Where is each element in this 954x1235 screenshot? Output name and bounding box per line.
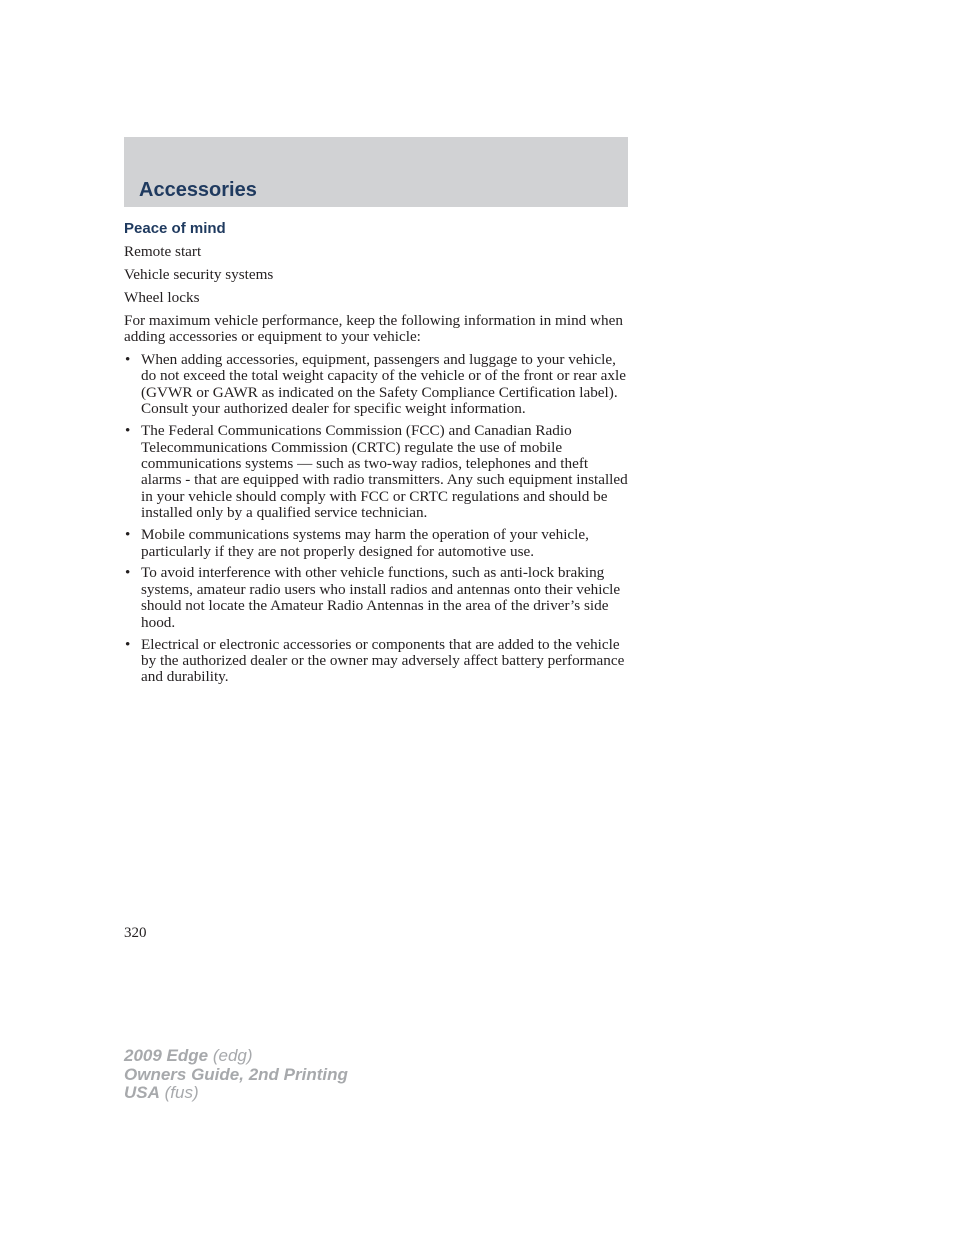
- bullet-item: • Electrical or electronic accessories or components that are added to the vehicle by the authorized dealer or the owner may adversely affect battery performance and durability.: [124, 637, 630, 686]
- footer-line-model: [124, 1047, 348, 1066]
- page-number: 320: [124, 925, 147, 941]
- section-title: Accessories: [139, 179, 257, 201]
- subheading: Peace of mind: [124, 220, 226, 237]
- intro-paragraph: For maximum vehicle performance, keep the following information in mind when adding accessories or equipment to your vehicle:: [124, 311, 623, 346]
- feature-line: Vehicle security systems: [124, 265, 274, 283]
- footer-market: USA: [124, 1083, 160, 1102]
- document-footer: [124, 1047, 348, 1103]
- bullet-list: [124, 352, 630, 686]
- bullet-item: • When adding accessories, equipment, passengers and luggage to your vehicle, do not exceed the total weight capacity of the vehicle or of the front or rear axle (GVWR or GAWR as indicated on the Safety Compliance Certification label). Consult your authorized dealer for specific weight information.: [124, 352, 630, 418]
- footer-model: 2009 Edge: [124, 1046, 209, 1065]
- bullet-item: • To avoid interference with other vehicle functions, such as anti-lock braking systems, amateur radio users who install radios and antennas onto their vehicle should not locate the Amateur Radio Antennas in the area of the driver’s side hood.: [124, 565, 630, 631]
- section-header-band: [124, 137, 628, 207]
- feature-line: Wheel locks: [124, 288, 200, 306]
- footer-market-code: (fus): [164, 1083, 199, 1102]
- bullet-item: • The Federal Communications Commission (FCC) and Canadian Radio Telecommunications Commission (CRTC) regulate the use of mobile communications systems — such as two-way radios, telephones and theft alarms - that are equipped with radio transmitters. Any such equipment installed in your vehicle should comply with FCC or CRTC regulations and should be installed only by a qualified service technician.: [124, 423, 630, 521]
- bullet-item: • Mobile communications systems may harm the operation of your vehicle, particularly if they are not properly designed for automotive use.: [124, 527, 630, 560]
- main-content: [124, 220, 630, 691]
- feature-line: Remote start: [124, 243, 202, 260]
- footer-model-code: (edg): [212, 1046, 253, 1065]
- footer-line-market: [124, 1084, 348, 1103]
- footer-line-guide: [124, 1066, 348, 1085]
- footer-guide: Owners Guide, 2nd Printing: [124, 1064, 348, 1084]
